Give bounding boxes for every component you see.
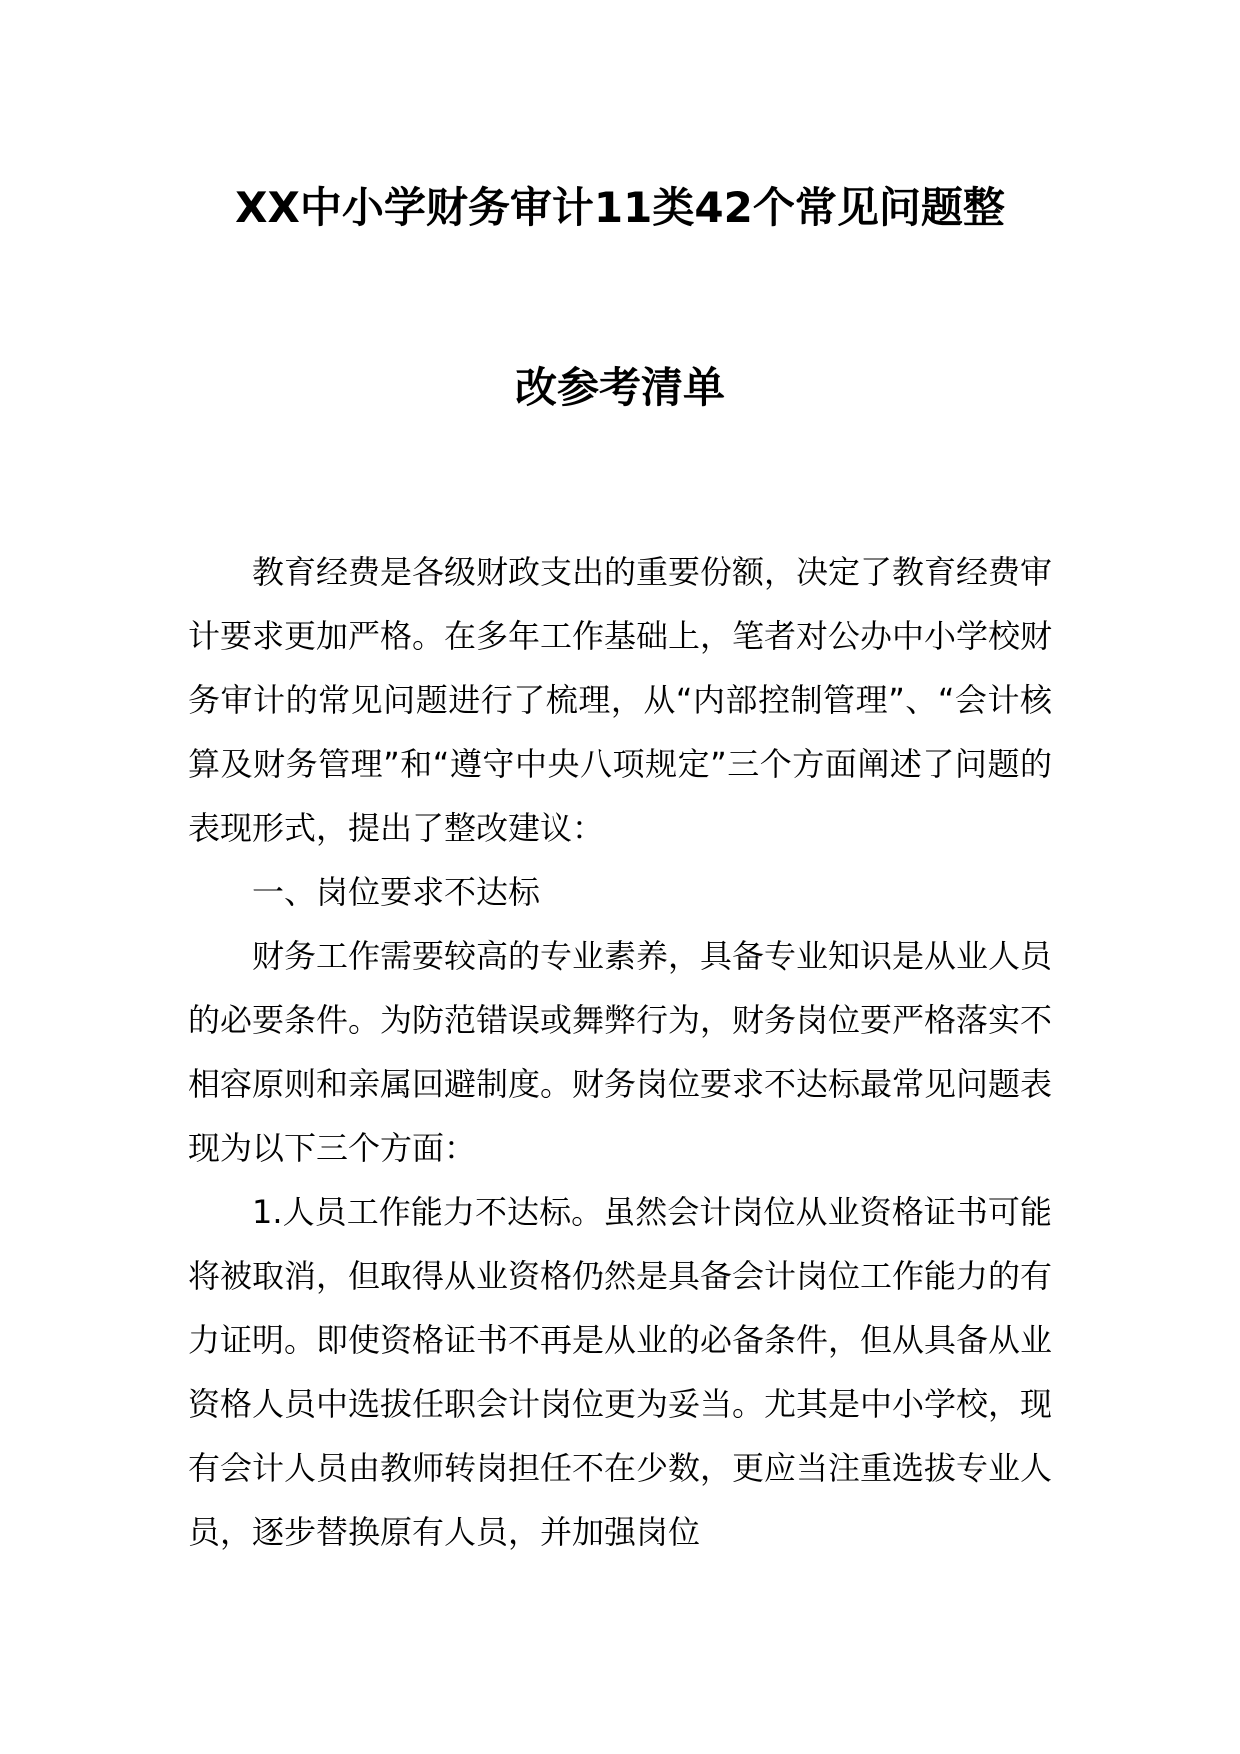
document-body — [188, 540, 1052, 1564]
intro-paragraph: 教育经费是各级财政支出的重要份额，决定了教育经费审计要求更加严格。在多年工作基础上，笔者对公办中小学校财务审计的常见问题进行了梳理，从“内部控制管理”、“会计核算及财务管理”和“遵守中央八项规定”三个方面阐述了问题的表现形式，提出了整改建议： — [188, 553, 1053, 847]
document-title-line-1: XX中小学财务审计11类42个常见问题整 — [235, 183, 1005, 232]
document-title-line-2: 改参考清单 — [514, 363, 725, 412]
item-paragraph: 1.人员工作能力不达标。虽然会计岗位从业资格证书可能将被取消，但取得从业资格仍然是具备会计岗位工作能力的有力证明。即使资格证书不再是从业的必备条件，但从具备从业资格人员中选拔任职会计岗位更为妥当。尤其是中小学校，现有会计人员由教师转岗担任不在少数，更应当注重选拔专业人员，逐步替换原有人员，并加强岗位 — [188, 1193, 1053, 1551]
section-paragraph: 财务工作需要较高的专业素养，具备专业知识是从业人员的必要条件。为防范错误或舞弊行为，财务岗位要严格落实不相容原则和亲属回避制度。财务岗位要求不达标最常见问题表现为以下三个方面： — [188, 937, 1053, 1167]
section-heading: 一、岗位要求不达标 — [252, 873, 541, 911]
